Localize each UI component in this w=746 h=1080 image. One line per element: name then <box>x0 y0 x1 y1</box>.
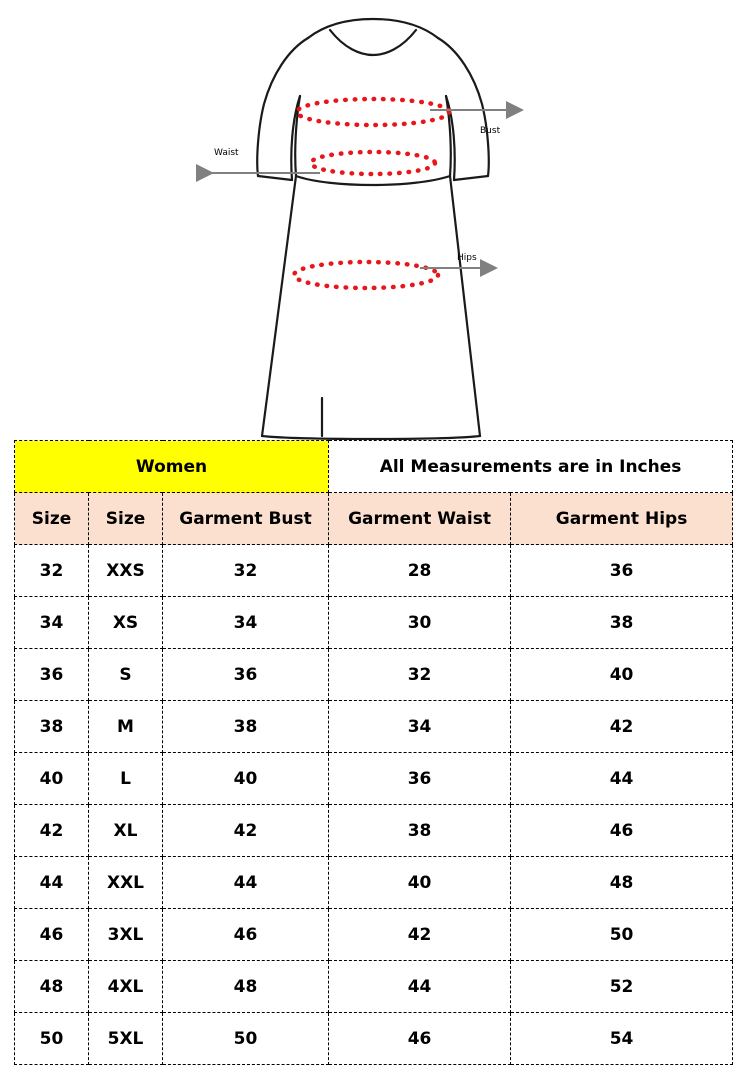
cell-size-alpha: XXL <box>89 857 163 909</box>
table-row <box>15 857 733 909</box>
cell-bust: 32 <box>163 545 329 597</box>
cell-waist: 32 <box>329 649 511 701</box>
measurement-illustration <box>0 0 746 440</box>
cell-hips: 42 <box>511 701 733 753</box>
dress-outline <box>257 19 489 439</box>
cell-waist: 40 <box>329 857 511 909</box>
waist-band <box>311 152 435 174</box>
cell-hips: 52 <box>511 961 733 1013</box>
cell-waist: 46 <box>329 1013 511 1065</box>
cell-bust: 38 <box>163 701 329 753</box>
hips-band <box>294 262 438 288</box>
cell-hips: 46 <box>511 805 733 857</box>
cell-size-numeric: 34 <box>15 597 89 649</box>
cell-hips: 44 <box>511 753 733 805</box>
header-size-numeric: Size <box>15 493 89 545</box>
title-women: Women <box>15 441 329 493</box>
cell-size-alpha: XL <box>89 805 163 857</box>
cell-size-alpha: XXS <box>89 545 163 597</box>
cell-bust: 44 <box>163 857 329 909</box>
cell-size-numeric: 48 <box>15 961 89 1013</box>
cell-size-numeric: 38 <box>15 701 89 753</box>
cell-size-numeric: 36 <box>15 649 89 701</box>
cell-size-numeric: 32 <box>15 545 89 597</box>
header-size-alpha: Size <box>89 493 163 545</box>
header-garment-hips: Garment Hips <box>511 493 733 545</box>
header-garment-bust: Garment Bust <box>163 493 329 545</box>
title-measurements: All Measurements are in Inches <box>329 441 733 493</box>
size-chart-table-wrap <box>14 440 732 1065</box>
bust-band <box>297 99 449 125</box>
cell-size-numeric: 42 <box>15 805 89 857</box>
table-row <box>15 545 733 597</box>
cell-size-alpha: S <box>89 649 163 701</box>
cell-size-numeric: 40 <box>15 753 89 805</box>
cell-waist: 44 <box>329 961 511 1013</box>
table-row <box>15 961 733 1013</box>
table-row <box>15 1013 733 1065</box>
table-row <box>15 753 733 805</box>
cell-size-numeric: 50 <box>15 1013 89 1065</box>
cell-hips: 38 <box>511 597 733 649</box>
hips-label: Hips <box>457 253 477 263</box>
table-row <box>15 805 733 857</box>
cell-bust: 40 <box>163 753 329 805</box>
cell-waist: 28 <box>329 545 511 597</box>
table-row <box>15 649 733 701</box>
size-chart-table <box>14 440 733 1065</box>
table-title-row <box>15 441 733 493</box>
cell-waist: 36 <box>329 753 511 805</box>
cell-hips: 40 <box>511 649 733 701</box>
cell-size-numeric: 44 <box>15 857 89 909</box>
cell-bust: 42 <box>163 805 329 857</box>
header-garment-waist: Garment Waist <box>329 493 511 545</box>
table-row <box>15 701 733 753</box>
cell-size-alpha: 4XL <box>89 961 163 1013</box>
cell-bust: 34 <box>163 597 329 649</box>
cell-size-alpha: M <box>89 701 163 753</box>
cell-size-numeric: 46 <box>15 909 89 961</box>
table-header-row <box>15 493 733 545</box>
cell-waist: 38 <box>329 805 511 857</box>
cell-waist: 34 <box>329 701 511 753</box>
cell-hips: 36 <box>511 545 733 597</box>
cell-size-alpha: 3XL <box>89 909 163 961</box>
cell-waist: 30 <box>329 597 511 649</box>
cell-hips: 50 <box>511 909 733 961</box>
bust-label: Bust <box>480 126 501 136</box>
cell-hips: 48 <box>511 857 733 909</box>
table-row <box>15 597 733 649</box>
waist-label: Waist <box>214 148 239 158</box>
cell-bust: 36 <box>163 649 329 701</box>
cell-size-alpha: L <box>89 753 163 805</box>
cell-hips: 54 <box>511 1013 733 1065</box>
cell-bust: 50 <box>163 1013 329 1065</box>
cell-bust: 48 <box>163 961 329 1013</box>
cell-size-alpha: 5XL <box>89 1013 163 1065</box>
table-row <box>15 909 733 961</box>
cell-waist: 42 <box>329 909 511 961</box>
cell-bust: 46 <box>163 909 329 961</box>
cell-size-alpha: XS <box>89 597 163 649</box>
